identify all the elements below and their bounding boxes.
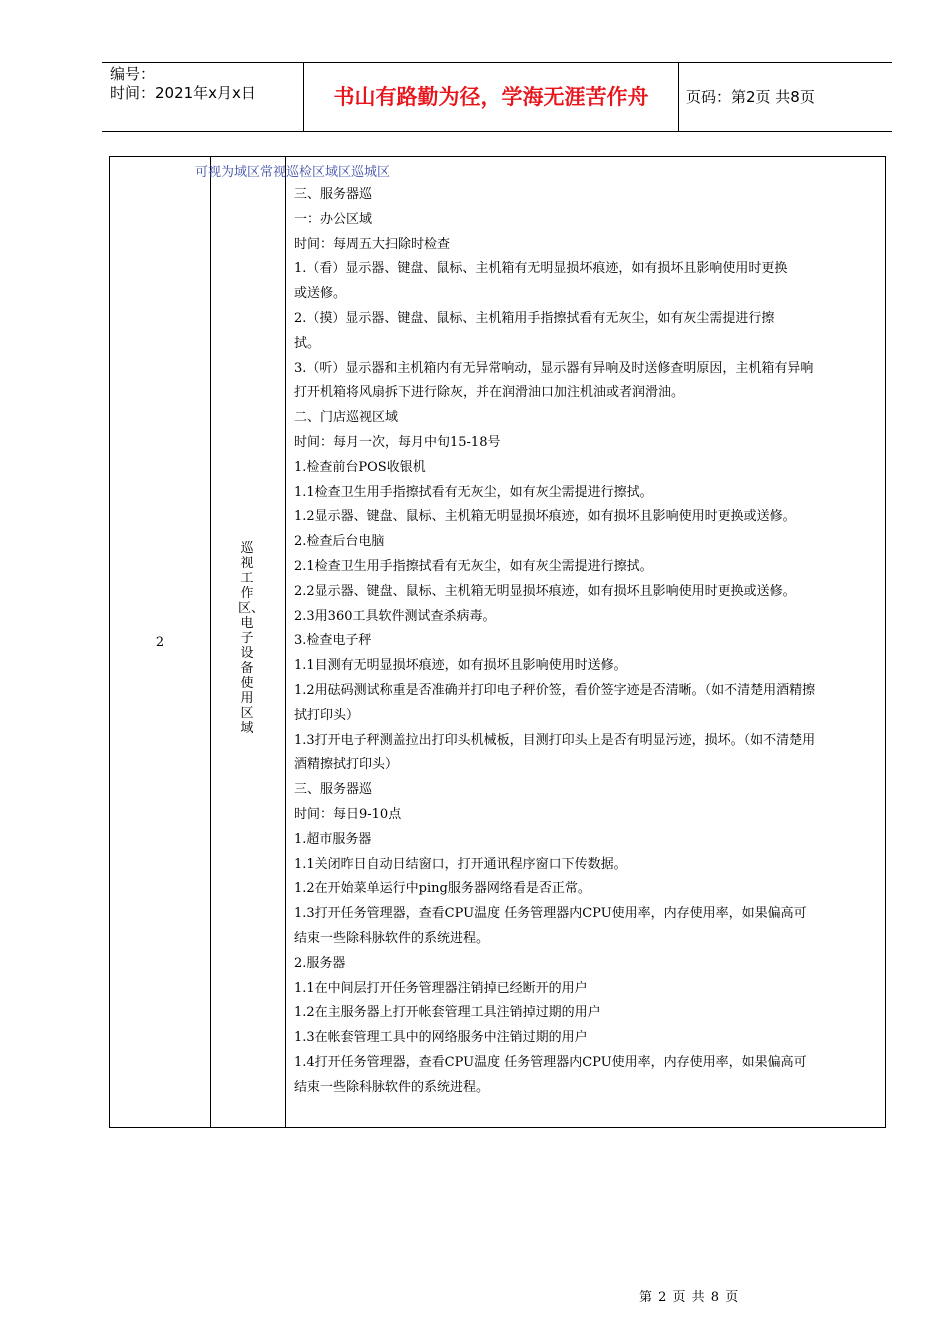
inspection-content <box>294 183 878 1100</box>
content-line: 1.1目测有无明显损坏痕迹，如有损坏且影响使用时送修。 <box>294 658 627 674</box>
content-line: 1.2显示器、键盘、鼠标、主机箱无明显损坏痕迹，如有损坏且影响使用时更换或送修。 <box>294 509 796 525</box>
header-meta <box>110 65 300 103</box>
date-label: 时间：2021年x月x日 <box>110 84 256 102</box>
content-line: 结束一些除科脉软件的系统进程。 <box>294 930 490 946</box>
content-line: 1.2用砝码测试称重是否准确并打印电子秤价签，看价签字迹是否清晰。（如不清楚用酒精擦 <box>294 682 816 698</box>
content-line: 1.2在主服务器上打开帐套管理工具注销掉过期的用户 <box>294 1005 601 1021</box>
content-line: 2.（摸）显示器、键盘、鼠标、主机箱用手指擦拭看有无灰尘，如有灰尘需提进行擦 <box>294 310 775 326</box>
content-line: 时间：每日9-10点 <box>294 806 402 822</box>
content-line: 1.4打开任务管理器，查看CPU温度 任务管理器内CPU使用率，内存使用率，如果偏高可 <box>294 1054 807 1070</box>
row-category: 巡视工作区、电子设备使用区域 <box>238 541 265 736</box>
header-divider <box>678 63 679 131</box>
content-line: 二、门店巡视区域 <box>294 410 399 426</box>
content-line: 1.超市服务器 <box>294 831 372 847</box>
content-line: 1.（看）显示器、键盘、鼠标、主机箱有无明显损坏痕迹，如有损坏且影响使用时更换 <box>294 261 788 277</box>
column-divider <box>210 157 211 1127</box>
content-line: 1.3打开电子秤测盖拉出打印头机械板，目测打印头上是否有明显污迹，损坏。（如不清楚用 <box>294 732 816 748</box>
content-line: 三、服务器巡 <box>294 782 373 798</box>
header-page-number: 页码：第2页 共8页 <box>686 88 815 106</box>
content-line: 2.1检查卫生用手指擦拭看有无灰尘，如有灰尘需提进行擦拭。 <box>294 558 653 574</box>
content-line: 时间：每周五大扫除时检查 <box>294 236 451 252</box>
overlapping-heading: 可视为域区常视巡检区域区巡城区 <box>195 165 391 180</box>
content-line: 2.2显示器、键盘、鼠标、主机箱无明显损坏痕迹，如有损坏且影响使用时更换或送修。 <box>294 583 796 599</box>
page-footer: 第 2 页 共 8 页 <box>639 1290 740 1305</box>
content-line: 1.检查前台POS收银机 <box>294 459 426 475</box>
inspection-table <box>109 156 886 1128</box>
column-divider <box>285 157 286 1127</box>
row-number: 2 <box>155 635 165 650</box>
content-line: 1.3打开任务管理器，查看CPU温度 任务管理器内CPU使用率，内存使用率，如果偏高可 <box>294 906 807 922</box>
content-line: 2.3用360工具软件测试查杀病毒。 <box>294 608 496 624</box>
content-line: 或送修。 <box>294 286 347 302</box>
header-motto: 书山有路勤为径，学海无涯苦作舟 <box>333 85 649 109</box>
content-line: 2.服务器 <box>294 955 346 971</box>
content-line: 一：办公区域 <box>294 211 373 227</box>
content-line: 1.1在中间层打开任务管理器注销掉已经断开的用户 <box>294 980 588 996</box>
content-line: 1.2在开始菜单运行中ping服务器网络看是否正常。 <box>294 881 591 897</box>
content-line: 时间：每月一次，每月中旬15-18号 <box>294 434 501 450</box>
serial-number-label: 编号： <box>110 65 156 83</box>
content-line: 1.1关闭昨日自动日结窗口，打开通讯程序窗口下传数据。 <box>294 856 627 872</box>
content-line: 1.1检查卫生用手指擦拭看有无灰尘，如有灰尘需提进行擦拭。 <box>294 484 653 500</box>
content-line: 拭。 <box>294 335 321 351</box>
content-line: 三、服务器巡 <box>294 187 373 202</box>
content-line: 拭打印头） <box>294 707 360 723</box>
content-line: 打开机箱将风扇拆下进行除灰，并在润滑油口加注机油或者润滑油。 <box>294 385 685 401</box>
content-line: 3.（听）显示器和主机箱内有无异常响动，显示器有异响及时送修查明原因，主机箱有异响 <box>294 360 814 376</box>
content-line: 酒精擦拭打印头） <box>294 757 399 773</box>
page-header <box>102 62 892 132</box>
content-line: 2.检查后台电脑 <box>294 534 385 550</box>
content-line: 1.3在帐套管理工具中的网络服务中注销过期的用户 <box>294 1030 588 1046</box>
content-line: 3.检查电子秤 <box>294 633 372 649</box>
content-line: 结束一些除科脉软件的系统进程。 <box>294 1079 490 1095</box>
